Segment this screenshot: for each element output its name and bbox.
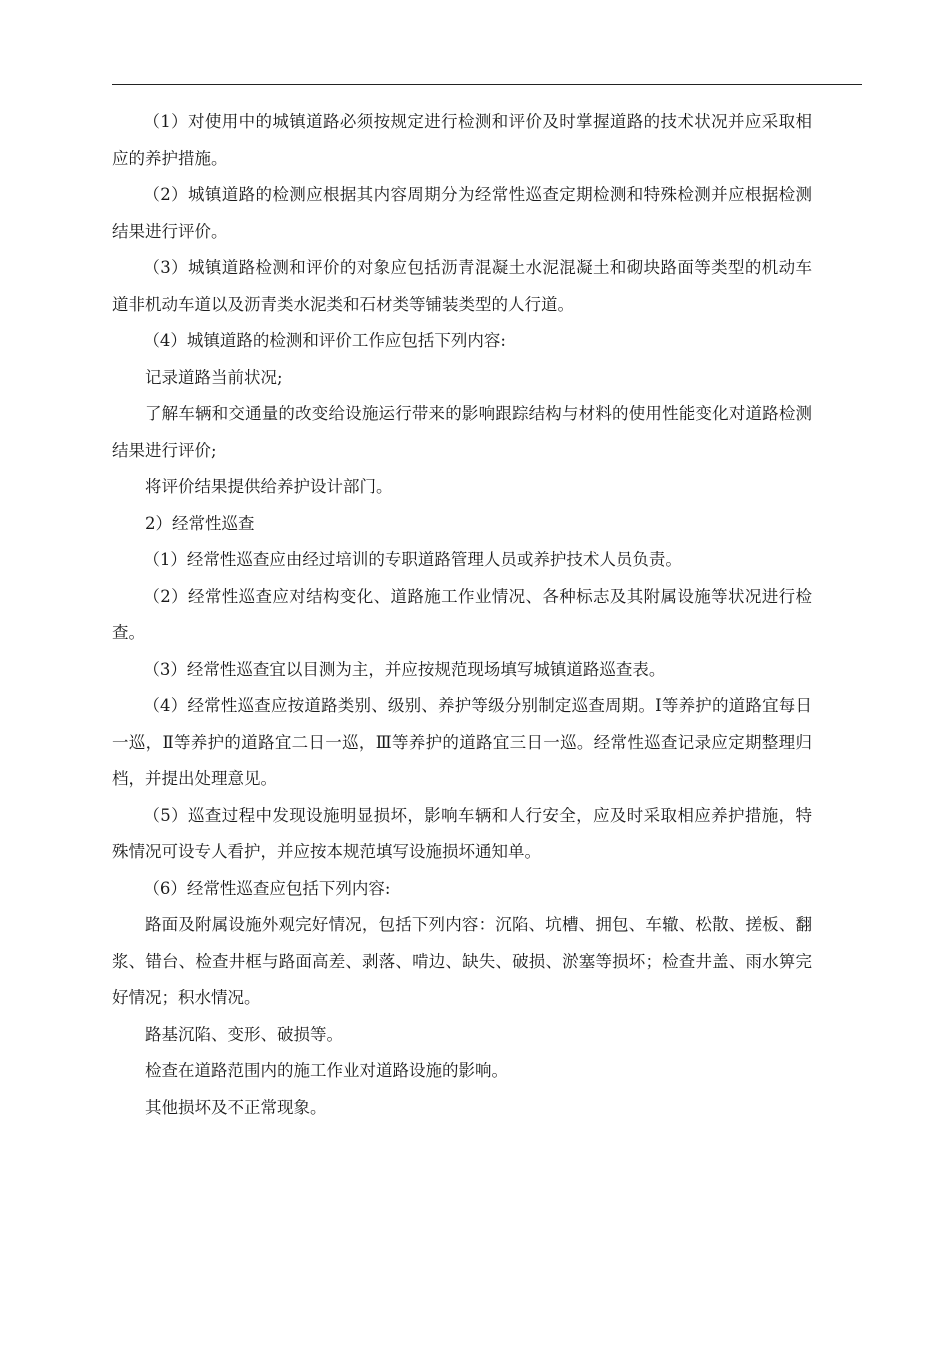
paragraph: 路基沉陷、变形、破损等。 [145, 1024, 343, 1044]
section-heading: 2）经常性巡查 [145, 513, 255, 533]
paragraph: （2）经常性巡查应对结构变化、道路施工作业情况、各种标志及其附属设施等状况进行检查。 [112, 586, 812, 642]
paragraph: （3）经常性巡查宜以目测为主，并应按规范现场填写城镇道路巡查表。 [143, 659, 666, 679]
paragraph: 检查在道路范围内的施工作业对道路设施的影响。 [145, 1061, 508, 1080]
paragraph: （5）巡查过程中发现设施明显损坏，影响车辆和人行安全，应及时采取相应养护措施，特殊情况可设专人看护，并应按本规范填写设施损坏通知单。 [112, 805, 812, 861]
paragraph: （6）经常性巡查应包括下列内容: [143, 878, 391, 898]
paragraph: （4）城镇道路的检测和评价工作应包括下列内容: [143, 331, 506, 350]
paragraph: （1）对使用中的城镇道路必须按规定进行检测和评价及时掌握道路的技术状况并应采取相应的养护措施。 [112, 112, 812, 168]
paragraph: 了解车辆和交通量的改变给设施运行带来的影响跟踪结构与材料的使用性能变化对道路检测结果进行评价; [112, 404, 812, 460]
paragraph: （3）城镇道路检测和评价的对象应包括沥青混凝土水泥混凝土和砌块路面等类型的机动车道非机动车道以及沥青类水泥类和石材类等铺装类型的人行道。 [112, 258, 812, 314]
paragraph: （2）城镇道路的检测应根据其内容周期分为经常性巡查定期检测和特殊检测并应根据检测结果进行评价。 [112, 185, 812, 241]
paragraph: 将评价结果提供给养护设计部门。 [145, 477, 393, 496]
body-text [112, 104, 812, 1126]
paragraph: （1）经常性巡查应由经过培训的专职道路管理人员或养护技术人员负责。 [143, 550, 682, 569]
header-rule [112, 84, 862, 85]
paragraph: （4）经常性巡查应按道路类别、级别、养护等级分别制定巡查周期。Ⅰ等养护的道路宜每日一巡，Ⅱ等养护的道路宜二日一巡，Ⅲ等养护的道路宜三日一巡。经常性巡查记录应定期整理归档，并提出处理意见。 [112, 696, 812, 788]
paragraph: 路面及附属设施外观完好情况，包括下列内容：沉陷、坑槽、拥包、车辙、松散、搓板、翻浆、错台、检查井框与路面高差、剥落、啃边、缺失、破损、淤塞等损坏；检查井盖、雨水箅完好情况；积水情况。 [112, 915, 812, 1007]
paragraph: 记录道路当前状况; [145, 367, 283, 387]
paragraph: 其他损坏及不正常现象。 [145, 1097, 327, 1117]
